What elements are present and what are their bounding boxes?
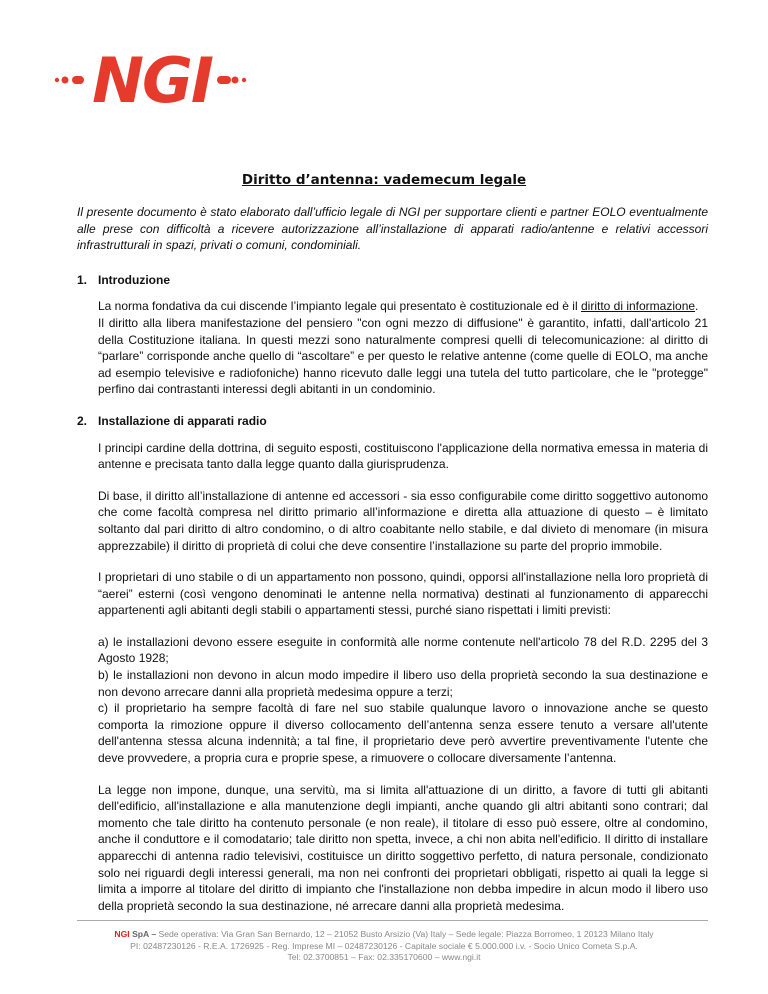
section-title: Installazione di apparati radio xyxy=(98,413,267,428)
footer-contacts: Tel: 02.3700851 – Fax: 02.335170600 – www.ngi.it xyxy=(287,952,481,963)
paragraph: I proprietari di uno stabile o di un appartamento non possono, quindi, opporsi all'installazione nella loro proprietà di “aerei” esterni (così vengono denominati le antenne nella normativa) destinati al funzionamento di apparecchi appartenenti agli abitanti degli stabili o appartamenti stessi, purché siano rispettati i limiti previsti: xyxy=(98,570,708,618)
list-item: b) le installazioni non devono in alcun modo impedire il libero uso della proprietà secondo la sua destinazione e non devono arrecare danni alla proprietà medesima oppure a terzi; xyxy=(98,668,708,699)
paragraph-text: . xyxy=(695,299,699,314)
document-body xyxy=(77,0,708,914)
paragraph-text: La norma fondativa da cui discende l’impianto legale qui presentato è costituzionale ed è il xyxy=(98,299,581,314)
paragraph: I principi cardine della dottrina, di seguito esposti, costituiscono l'applicazione della normativa emessa in materia di antenne e precisata tanto dalla legge quanto dalla giurisprudenza. xyxy=(98,440,708,472)
document-title: Diritto d’antenna: vademecum legale xyxy=(241,172,527,188)
svg-text:NGI: NGI xyxy=(92,44,212,116)
footer-brand: NGI xyxy=(114,929,130,940)
diritto-di-informazione-link: diritto di informazione xyxy=(580,299,696,314)
intro-paragraph: Il presente documento è stato elaborato dall’ufficio legale di NGI per supportare clienti e partner EOLO eventualmente alle prese con difficoltà a ricevere autorizzazione all’installazione di apparati radio/antenne e relativi accessori infrastrutturali in spazi, privati o comuni, condominiali. xyxy=(77,205,708,253)
ngi-logo xyxy=(52,44,252,116)
footer-company: SpA – xyxy=(132,929,157,940)
list-item: a) le installazioni devono essere eseguite in conformità alle norme contenute nell'articolo 78 del R.D. 2295 del 3 Agosto 1928; xyxy=(98,634,708,666)
footer-address: Sede operativa: Via Gran San Bernardo, 12 – 21052 Busto Arsizio (Va) Italy – Sede legale: Piazza Borromeo, 1 20123 Milano Italy xyxy=(156,929,654,940)
section-heading-introduzione xyxy=(77,272,708,289)
paragraph-text: Il diritto alla libera manifestazione del pensiero "con ogni mezzo di diffusione" è garantito, infatti, dall'articolo 21 della Costituzione italiana. In questi mezzi sono naturalmente compresi quelli di telecomunicazione: al diritto di “parlare” corrisponde anche quello di “ascoltare” e per questo le relative antenne (come quelle di EOLO, ma anche ad esempio televisive e radiofoniche) hanno ricevuto dalle leggi una tutela del tutto particolare, che le "protegge" perfino dai contrastanti interessi degli abitanti in un condominio. xyxy=(98,315,708,397)
section-number: 1. xyxy=(77,272,88,287)
section-title: Introduzione xyxy=(98,272,170,287)
footer xyxy=(0,921,768,976)
section-body-introduzione xyxy=(98,298,708,398)
list-item: c) il proprietario ha sempre facoltà di fare nel suo stabile qualunque lavoro o innovazione anche se questo comporta la rimozione oppure il diverso collocamento dell’antenna senza essere tenuto a versare all'utente dell'antenna stessa alcuna indennità; a tal fine, il proprietario deve però avvertire preventivamente l'utente che deve provvedere, a propria cura e proprie spese, a rimuovere o collocare diversamente l’antenna. xyxy=(98,701,708,766)
section-body-installazione xyxy=(98,440,708,915)
paragraph: La legge non impone, dunque, una servitù, ma si limita all'attuazione di un diritto, a favore di tutti gli abitanti dell'edificio, all'installazione e alla manutenzione degli impianti, anche quando gli altri abitanti sono contrari; dal momento che tale diritto ha contenuto personale (e non reale), il titolare di esso può essere, oltre al condomino, anche il conduttore e il comodatario; tale diritto non spetta, invece, a chi non abita nell'edificio. Il diritto di installare apparecchi di antenna radio televisivi, costituisce un diritto soggettivo perfetto, di natura personale, condizionato solo nei riguardi degli interessi generali, ma non nei confronti dei proprietari obbligati, rispetto ai quali la legge si limita a imporre al titolare del diritto di impianto che l'installazione non debba impedire in alcun modo il libero uso della proprietà secondo la sua destinazione, né arrecare danni alla proprietà medesima. xyxy=(98,782,708,913)
section-heading-installazione xyxy=(77,413,708,430)
paragraph: Di base, il diritto all’installazione di antenne ed accessori - sia esso configurabile come diritto soggettivo autonomo che come facoltà compresa nel diritto primario all’informazione e diretta alla attuazione di questo – è limitato soltanto dal pari diritto di altro condomino, o di altro coabitante nello stabile, e dal divieto di menomare (in misura apprezzabile) il diritto di proprietà di colui che deve consentire l’installazione su parte del proprio immobile. xyxy=(98,488,708,553)
footer-registration: PI: 02487230126 - R.E.A. 1726925 - Reg. Imprese MI – 02487230126 - Capitale sociale € 5.000.000 i.v. - Socio Unico Cometa S.p.A. xyxy=(130,940,638,951)
section-number: 2. xyxy=(77,413,88,428)
conditions-list xyxy=(98,634,708,767)
